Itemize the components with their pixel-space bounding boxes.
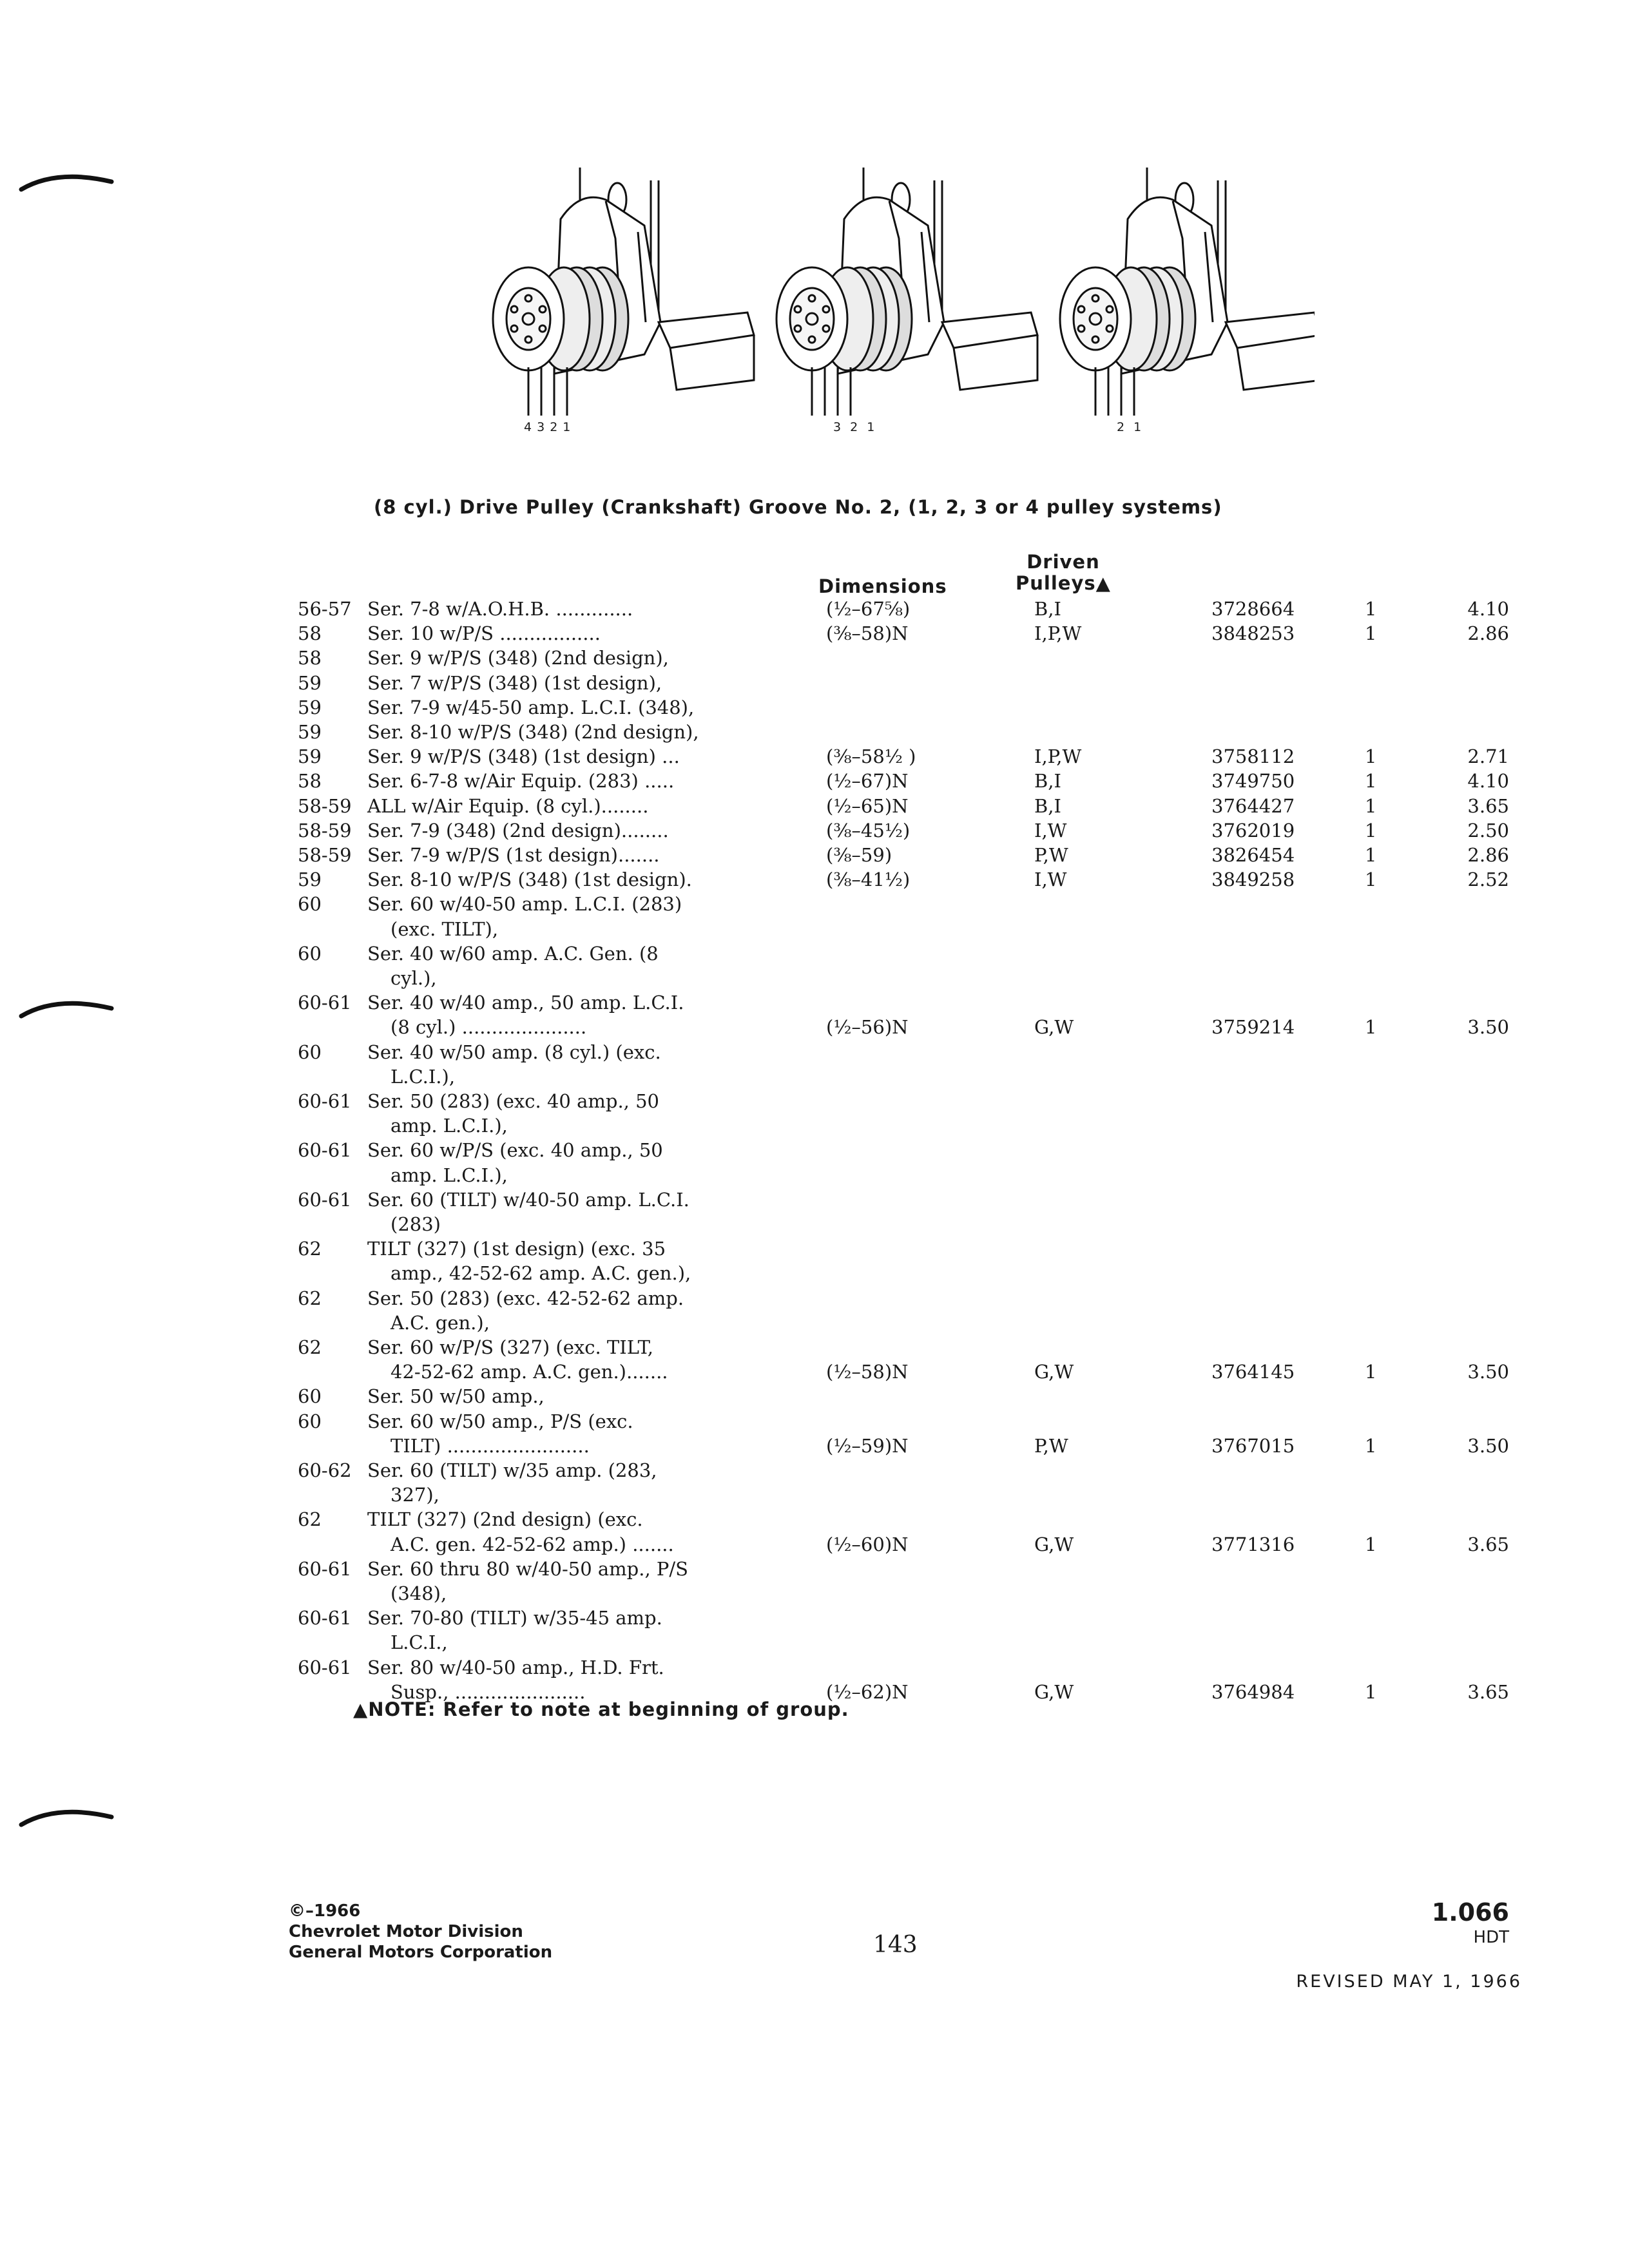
- table-row: [0, 1138, 1629, 1162]
- year-cell: 60-61: [298, 1090, 352, 1112]
- price-cell: 2.86: [1467, 622, 1509, 644]
- quantity-cell: 1: [1365, 1533, 1377, 1555]
- copyright: ©–1966: [289, 1901, 361, 1921]
- table-row: [0, 1557, 1629, 1581]
- quantity-cell: 1: [1365, 1361, 1377, 1383]
- quantity-cell: 1: [1365, 598, 1377, 620]
- hole-punch-mark: [18, 1804, 115, 1830]
- part-number-cell: 3749750: [1211, 770, 1295, 792]
- hole-punch-mark: [18, 169, 115, 195]
- division-name: Chevrolet Motor Division: [289, 1922, 523, 1941]
- driven-pulleys-cell: P,W: [1034, 1435, 1068, 1457]
- description-cell: Ser. 9 w/P/S (348) (1st design) ...: [367, 745, 680, 767]
- price-cell: 4.10: [1467, 770, 1509, 792]
- description-cell: Ser. 9 w/P/S (348) (2nd design),: [367, 647, 669, 669]
- year-cell: 60-61: [298, 992, 352, 1014]
- year-cell: 60-61: [298, 1189, 352, 1211]
- description-cell: Ser. 60 w/P/S (327) (exc. TILT,: [367, 1336, 653, 1358]
- description-cell: 327),: [390, 1484, 439, 1506]
- table-row: [0, 1089, 1629, 1113]
- description-cell: (348),: [390, 1582, 447, 1604]
- description-cell: amp. L.C.I.),: [390, 1164, 508, 1186]
- description-cell: Ser. 60 (TILT) w/40-50 amp. L.C.I.: [367, 1189, 689, 1211]
- dimensions-cell: (½–56)N: [826, 1016, 909, 1038]
- revision-date: REVISED MAY 1, 1966: [1296, 1972, 1522, 1992]
- description-cell: Ser. 40 w/60 amp. A.C. Gen. (8: [367, 943, 659, 965]
- description-cell: Ser. 6-7-8 w/Air Equip. (283) .....: [367, 770, 675, 792]
- description-cell: Ser. 7 w/P/S (348) (1st design),: [367, 672, 662, 694]
- dimensions-cell: (⅜–45½): [826, 820, 911, 841]
- driven-pulleys-cell: P,W: [1034, 844, 1068, 866]
- table-row: [0, 1532, 1629, 1557]
- driven-header-line2: Pulleys▲: [1016, 572, 1111, 594]
- description-cell: Ser. 60 (TILT) w/35 amp. (283,: [367, 1459, 657, 1481]
- groove-label: 1: [1133, 420, 1151, 434]
- quantity-cell: 1: [1365, 1016, 1377, 1038]
- price-cell: 3.65: [1467, 1533, 1509, 1555]
- table-row: [0, 1507, 1629, 1532]
- table-row: [0, 695, 1629, 720]
- description-cell: TILT) ........................: [390, 1435, 590, 1457]
- table-row: [0, 867, 1629, 892]
- price-cell: 4.10: [1467, 598, 1509, 620]
- year-cell: 62: [298, 1287, 322, 1309]
- part-number-cell: 3826454: [1211, 844, 1295, 866]
- description-cell: Susp., ......................: [390, 1681, 586, 1703]
- table-row: [0, 1630, 1629, 1655]
- groove-label: 4: [524, 420, 537, 434]
- table-row: [0, 1606, 1629, 1630]
- table-row: [0, 1286, 1629, 1311]
- page-number: 143: [873, 1932, 918, 1958]
- year-cell: 60: [298, 1385, 322, 1407]
- table-row: [0, 1113, 1629, 1138]
- part-number-cell: 3764427: [1211, 795, 1295, 817]
- description-cell: (exc. TILT),: [390, 918, 499, 940]
- corporation-name: General Motors Corporation: [289, 1943, 553, 1962]
- groove-label: 3: [833, 420, 851, 434]
- part-number-cell: 3764984: [1211, 1681, 1295, 1703]
- description-cell: Ser. 7-8 w/A.O.H.B. .............: [367, 598, 633, 620]
- table-row: [0, 1581, 1629, 1606]
- year-cell: 60: [298, 943, 322, 965]
- driven-pulleys-cell: G,W: [1034, 1681, 1074, 1703]
- part-number-cell: 3764145: [1211, 1361, 1295, 1383]
- description-cell: (8 cyl.) .....................: [390, 1016, 587, 1038]
- description-cell: ALL w/Air Equip. (8 cyl.)........: [367, 795, 649, 817]
- price-cell: 3.65: [1467, 795, 1509, 817]
- year-cell: 62: [298, 1238, 322, 1260]
- table-row: [0, 1360, 1629, 1384]
- groove-label: 1: [867, 420, 884, 434]
- part-number-cell: 3758112: [1211, 745, 1295, 767]
- figure-caption: (8 cyl.) Drive Pulley (Crankshaft) Groove No. 2, (1, 2, 3 or 4 pulley systems): [374, 496, 1222, 518]
- description-cell: L.C.I.,: [390, 1631, 448, 1653]
- table-row: [0, 1163, 1629, 1187]
- table-row: [0, 794, 1629, 818]
- driven-header-line1: Driven: [1027, 551, 1100, 573]
- price-cell: 2.86: [1467, 844, 1509, 866]
- groove-label: 2: [550, 420, 563, 434]
- year-cell: 58-59: [298, 795, 352, 817]
- year-cell: 60: [298, 893, 322, 915]
- price-cell: 3.50: [1467, 1361, 1509, 1383]
- table-row: [0, 1409, 1629, 1434]
- description-cell: Ser. 70-80 (TILT) w/35-45 amp.: [367, 1607, 662, 1629]
- table-row: [0, 1261, 1629, 1285]
- dimensions-cell: (½–58)N: [826, 1361, 909, 1383]
- quantity-cell: 1: [1365, 770, 1377, 792]
- year-cell: 60-61: [298, 1139, 352, 1161]
- part-number-cell: 3759214: [1211, 1016, 1295, 1038]
- quantity-cell: 1: [1365, 820, 1377, 841]
- description-cell: Ser. 60 w/40-50 amp. L.C.I. (283): [367, 893, 682, 915]
- part-number-cell: 3771316: [1211, 1533, 1295, 1555]
- year-cell: 60: [298, 1410, 322, 1432]
- description-cell: Ser. 50 w/50 amp.,: [367, 1385, 545, 1407]
- table-row: [0, 892, 1629, 916]
- driven-pulleys-cell: I,W: [1034, 869, 1067, 890]
- table-row: [0, 1384, 1629, 1408]
- table-row: [0, 818, 1629, 843]
- table-row: [0, 744, 1629, 769]
- dimensions-cell: (½–62)N: [826, 1681, 909, 1703]
- groove-label: 2: [850, 420, 867, 434]
- table-row: [0, 1655, 1629, 1680]
- description-cell: Ser. 50 (283) (exc. 42-52-62 amp.: [367, 1287, 684, 1309]
- table-row: [0, 1040, 1629, 1064]
- dimensions-header: Dimensions: [818, 575, 947, 597]
- table-row: [0, 769, 1629, 793]
- part-number-cell: 3767015: [1211, 1435, 1295, 1457]
- description-cell: amp. L.C.I.),: [390, 1115, 508, 1137]
- quantity-cell: 1: [1365, 1681, 1377, 1703]
- year-cell: 62: [298, 1336, 322, 1358]
- year-cell: 60-61: [298, 1607, 352, 1629]
- part-number-cell: 3849258: [1211, 869, 1295, 890]
- price-cell: 2.71: [1467, 745, 1509, 767]
- year-cell: 58: [298, 647, 322, 669]
- table-row: [0, 1064, 1629, 1089]
- quantity-cell: 1: [1365, 844, 1377, 866]
- description-cell: Ser. 80 w/40-50 amp., H.D. Frt.: [367, 1657, 664, 1678]
- table-row: [0, 1311, 1629, 1335]
- table-row: [0, 671, 1629, 695]
- description-cell: A.C. gen. 42-52-62 amp.) .......: [390, 1533, 674, 1555]
- table-row: [0, 621, 1629, 646]
- driven-pulleys-cell: I,W: [1034, 820, 1067, 841]
- year-cell: 58-59: [298, 844, 352, 866]
- driven-pulleys-cell: I,P,W: [1034, 622, 1082, 644]
- table-row: [0, 941, 1629, 966]
- price-cell: 2.52: [1467, 869, 1509, 890]
- part-number-cell: 3762019: [1211, 820, 1295, 841]
- dimensions-cell: (½–65)N: [826, 795, 909, 817]
- section-code: HDT: [1473, 1928, 1509, 1947]
- description-cell: L.C.I.),: [390, 1066, 456, 1088]
- year-cell: 60-61: [298, 1657, 352, 1678]
- groove-labels-four: [524, 420, 575, 434]
- price-cell: 3.65: [1467, 1681, 1509, 1703]
- table-row: [0, 597, 1629, 621]
- table-row: [0, 720, 1629, 744]
- dimensions-cell: (½–59)N: [826, 1435, 909, 1457]
- dimensions-cell: (½–60)N: [826, 1533, 909, 1555]
- quantity-cell: 1: [1365, 622, 1377, 644]
- description-cell: TILT (327) (2nd design) (exc.: [367, 1508, 643, 1530]
- year-cell: 60-61: [298, 1558, 352, 1580]
- part-number-cell: 3848253: [1211, 622, 1295, 644]
- groove-label: 1: [563, 420, 576, 434]
- groove-label: 2: [1117, 420, 1134, 434]
- year-cell: 56-57: [298, 598, 352, 620]
- table-row: [0, 1434, 1629, 1458]
- quantity-cell: 1: [1365, 1435, 1377, 1457]
- year-cell: 59: [298, 697, 322, 718]
- section-number: 1.066: [1431, 1898, 1509, 1927]
- description-cell: Ser. 60 thru 80 w/40-50 amp., P/S: [367, 1558, 689, 1580]
- description-cell: Ser. 7-9 w/P/S (1st design).......: [367, 844, 660, 866]
- table-row: [0, 966, 1629, 990]
- price-cell: 3.50: [1467, 1016, 1509, 1038]
- driven-pulleys-cell: I,P,W: [1034, 745, 1082, 767]
- quantity-cell: 1: [1365, 795, 1377, 817]
- dimensions-cell: (½–67)N: [826, 770, 909, 792]
- table-row: [0, 646, 1629, 670]
- year-cell: 59: [298, 745, 322, 767]
- description-cell: Ser. 60 w/50 amp., P/S (exc.: [367, 1410, 633, 1432]
- table-row: [0, 843, 1629, 867]
- driven-pulleys-cell: B,I: [1034, 795, 1061, 817]
- year-cell: 60-62: [298, 1459, 352, 1481]
- year-cell: 58: [298, 770, 322, 792]
- groove-labels-three: [833, 420, 883, 434]
- description-cell: cyl.),: [390, 967, 437, 989]
- description-cell: Ser. 7-9 (348) (2nd design)........: [367, 820, 669, 841]
- table-row: [0, 1335, 1629, 1360]
- description-cell: Ser. 50 (283) (exc. 40 amp., 50: [367, 1090, 659, 1112]
- description-cell: Ser. 8-10 w/P/S (348) (2nd design),: [367, 721, 699, 743]
- description-cell: Ser. 7-9 w/45-50 amp. L.C.I. (348),: [367, 697, 695, 718]
- description-cell: Ser. 8-10 w/P/S (348) (1st design).: [367, 869, 692, 890]
- quantity-cell: 1: [1365, 745, 1377, 767]
- table-row: [0, 917, 1629, 941]
- year-cell: 62: [298, 1508, 322, 1530]
- pulley-diagrams: [477, 161, 1315, 445]
- table-row: [0, 1483, 1629, 1507]
- description-cell: (283): [390, 1213, 441, 1235]
- table-row: [0, 1236, 1629, 1261]
- part-number-cell: 3728664: [1211, 598, 1295, 620]
- groove-label: 3: [537, 420, 550, 434]
- price-cell: 3.50: [1467, 1435, 1509, 1457]
- table-row: [0, 1458, 1629, 1483]
- table-row: [0, 1212, 1629, 1236]
- year-cell: 60: [298, 1041, 322, 1063]
- description-cell: 42-52-62 amp. A.C. gen.).......: [390, 1361, 668, 1383]
- description-cell: TILT (327) (1st design) (exc. 35: [367, 1238, 666, 1260]
- year-cell: 58: [298, 622, 322, 644]
- dimensions-cell: (⅜–58½ ): [826, 745, 916, 767]
- description-cell: amp., 42-52-62 amp. A.C. gen.),: [390, 1262, 691, 1284]
- publisher-block: [289, 1901, 552, 1963]
- driven-pulleys-cell: B,I: [1034, 770, 1061, 792]
- quantity-cell: 1: [1365, 869, 1377, 890]
- dimensions-cell: (⅜–58)N: [826, 622, 909, 644]
- driven-pulleys-cell: G,W: [1034, 1361, 1074, 1383]
- pulley-illustration: [477, 161, 1315, 445]
- price-cell: 2.50: [1467, 820, 1509, 841]
- driven-pulleys-cell: G,W: [1034, 1533, 1074, 1555]
- year-cell: 58-59: [298, 820, 352, 841]
- year-cell: 59: [298, 721, 322, 743]
- description-cell: Ser. 60 w/P/S (exc. 40 amp., 50: [367, 1139, 663, 1161]
- year-cell: 59: [298, 869, 322, 890]
- dimensions-cell: (½–67⅝): [826, 598, 911, 620]
- dimensions-cell: (⅜–41½): [826, 869, 911, 890]
- driven-pulleys-cell: G,W: [1034, 1016, 1074, 1038]
- table-row: [0, 990, 1629, 1015]
- description-cell: A.C. gen.),: [390, 1312, 490, 1334]
- dimensions-cell: (⅜–59): [826, 844, 892, 866]
- footnote: ▲NOTE: Refer to note at beginning of group.: [353, 1698, 849, 1720]
- table-row: [0, 1015, 1629, 1039]
- driven-pulleys-cell: B,I: [1034, 598, 1061, 620]
- table-row: [0, 1187, 1629, 1212]
- year-cell: 59: [298, 672, 322, 694]
- description-cell: Ser. 10 w/P/S .................: [367, 622, 601, 644]
- groove-labels-two: [1117, 420, 1150, 434]
- description-cell: Ser. 40 w/40 amp., 50 amp. L.C.I.: [367, 992, 684, 1014]
- description-cell: Ser. 40 w/50 amp. (8 cyl.) (exc.: [367, 1041, 661, 1063]
